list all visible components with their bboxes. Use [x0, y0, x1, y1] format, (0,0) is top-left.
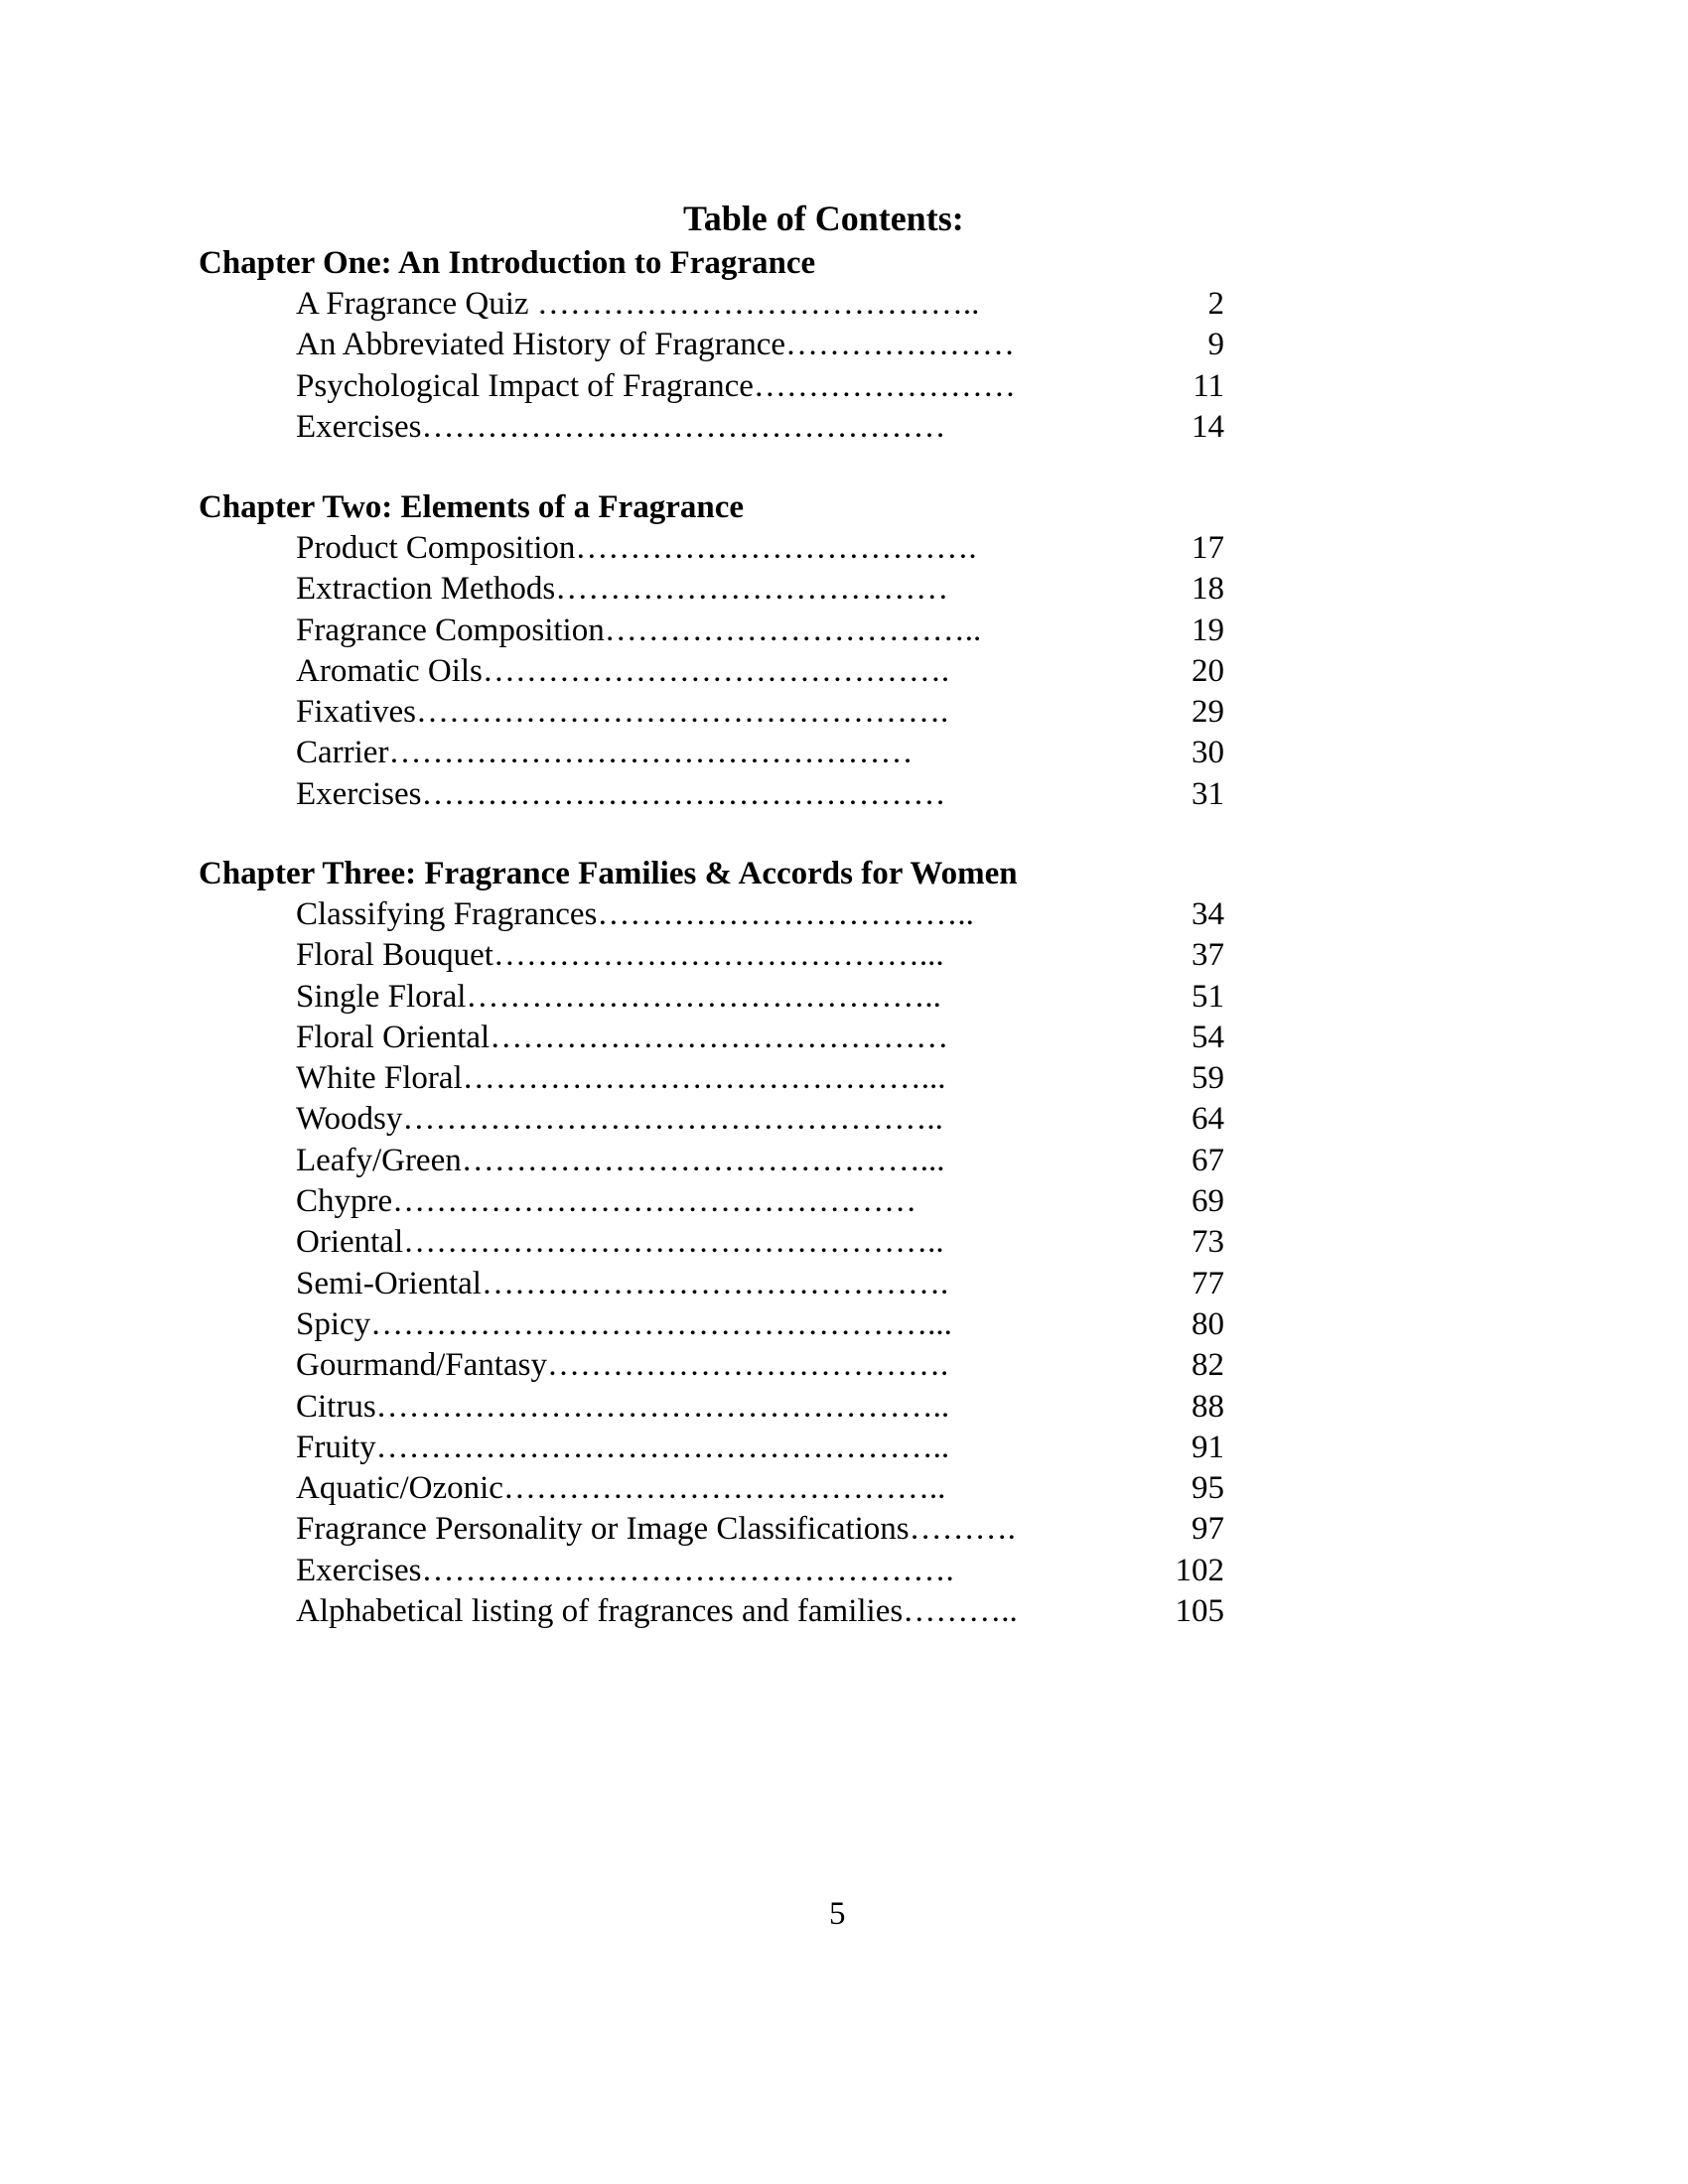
- toc-entry-text: Alphabetical listing of fragrances and families………..: [296, 1593, 1018, 1630]
- toc-entry-text: Spicy……………………………………………...: [296, 1305, 952, 1342]
- toc-entry-text: An Abbreviated History of Fragrance…………………: [296, 327, 1016, 363]
- toc-row: [199, 1468, 1291, 1509]
- toc-row: [199, 774, 1291, 815]
- toc-page-number: 18: [1192, 571, 1224, 608]
- toc-row: [199, 1264, 1291, 1304]
- toc-row: [199, 325, 1291, 365]
- toc-row: [199, 366, 1291, 407]
- chapter-heading: Chapter Two: Elements of a Fragrance: [199, 489, 744, 525]
- toc-row: [199, 1345, 1291, 1386]
- toc-page-number: 59: [1192, 1060, 1224, 1097]
- toc-row: [199, 1141, 1291, 1181]
- chapter-heading: Chapter Three: Fragrance Families & Accords for Women: [199, 856, 1018, 891]
- toc-page-number: 34: [1192, 896, 1224, 932]
- toc-row: [199, 1099, 1291, 1140]
- toc-entry-text: Carrier…………………………………………: [296, 735, 914, 771]
- toc-entry-text: White Floral……………………………………...: [296, 1060, 946, 1097]
- toc-page-number: 20: [1192, 652, 1224, 689]
- toc-page-number: 91: [1192, 1429, 1224, 1465]
- toc-page-number: 17: [1192, 530, 1224, 566]
- toc-page-number: 9: [1207, 327, 1224, 363]
- chapter-heading: Chapter One: An Introduction to Fragrance: [199, 245, 816, 281]
- toc-page-number: 97: [1192, 1511, 1224, 1548]
- toc-page-number: 69: [1192, 1183, 1224, 1220]
- toc-page-number: 19: [1192, 612, 1224, 648]
- toc-page-number: 95: [1192, 1470, 1224, 1507]
- toc-row: [199, 1591, 1291, 1632]
- toc-entry-text: Fragrance Composition……………………………..: [296, 612, 982, 648]
- toc-page-number: 105: [1175, 1593, 1224, 1630]
- toc-row: [199, 528, 1291, 569]
- toc-row: [199, 569, 1291, 610]
- toc-entry-text: Psychological Impact of Fragrance……………………: [296, 367, 1016, 404]
- footer-page-number-text: 5: [829, 1896, 846, 1932]
- toc-page-number: 102: [1175, 1552, 1224, 1588]
- toc-page-number: 82: [1192, 1347, 1224, 1384]
- toc-page-number: 51: [1192, 978, 1224, 1015]
- toc-entry-text: Exercises………………………………………….: [296, 1552, 954, 1588]
- toc-row: [199, 935, 1291, 976]
- chapter-section-two: [199, 486, 1291, 815]
- toc-entry-text: Fragrance Personality or Image Classifications……….: [296, 1511, 1016, 1548]
- toc-row: [199, 1551, 1291, 1591]
- toc-entry-text: Fixatives………………………………………….: [296, 694, 949, 731]
- toc-row: [199, 611, 1291, 651]
- toc-row: [199, 894, 1291, 935]
- toc-row: [199, 1509, 1291, 1550]
- toc-page-number: 77: [1192, 1265, 1224, 1301]
- toc-entry-text: Fruity……………………………………………..: [296, 1429, 950, 1465]
- toc-page-number: 80: [1192, 1305, 1224, 1342]
- toc-row: [199, 692, 1291, 733]
- toc-row: [199, 651, 1291, 692]
- toc-row: [199, 1018, 1291, 1058]
- toc-page-number: 29: [1192, 694, 1224, 731]
- toc-row: [199, 1181, 1291, 1222]
- toc-entry-text: A Fragrance Quiz …………………………………..: [296, 286, 980, 322]
- toc-entry-text: Extraction Methods………………………………: [296, 571, 949, 608]
- page-title-text: Table of Contents:: [683, 199, 964, 238]
- toc-entry-text: Gourmand/Fantasy……………………………….: [296, 1347, 949, 1384]
- toc-page-number: 54: [1192, 1019, 1224, 1055]
- toc-row: [199, 977, 1291, 1018]
- toc-row: [199, 1304, 1291, 1345]
- toc-entry-text: Single Floral……………………………………..: [296, 978, 941, 1015]
- toc-page-number: 88: [1192, 1388, 1224, 1425]
- toc-entry-text: Exercises…………………………………………: [296, 408, 946, 445]
- toc-page-number: 2: [1207, 286, 1224, 322]
- toc-page-number: 31: [1192, 775, 1224, 812]
- toc-page-number: 73: [1192, 1224, 1224, 1261]
- toc-entry-text: Semi-Oriental…………………………………….: [296, 1265, 949, 1301]
- toc-page-number: 30: [1192, 735, 1224, 771]
- toc-entry-text: Product Composition……………………………….: [296, 530, 977, 566]
- toc-entry-text: Floral Bouquet…………………………………...: [296, 937, 944, 974]
- toc-page-number: 11: [1193, 367, 1224, 404]
- toc-entry-text: Aquatic/Ozonic…………………………………..: [296, 1470, 946, 1507]
- toc-row: [199, 407, 1291, 448]
- toc-page-number: 14: [1192, 408, 1224, 445]
- toc-page-number: 67: [1192, 1142, 1224, 1178]
- toc-entry-text: Chypre…………………………………………: [296, 1183, 917, 1220]
- chapter-section-one: [199, 242, 1291, 448]
- toc-entry-text: Citrus……………………………………………..: [296, 1388, 950, 1425]
- toc-row: [199, 1222, 1291, 1263]
- toc-entry-text: Aromatic Oils…………………………………….: [296, 652, 950, 689]
- toc-page-number: 37: [1192, 937, 1224, 974]
- toc-entry-text: Floral Oriental……………………………………: [296, 1019, 949, 1055]
- toc-entry-text: Classifying Fragrances……………………………..: [296, 896, 974, 932]
- chapter-section-three: [199, 853, 1291, 1632]
- toc-row: [199, 1058, 1291, 1099]
- toc-entry-text: Woodsy…………………………………………..: [296, 1101, 943, 1138]
- toc-row: [199, 1387, 1291, 1428]
- toc-page-number: 64: [1192, 1101, 1224, 1138]
- toc-entry-text: Exercises…………………………………………: [296, 775, 946, 812]
- toc-row: [199, 733, 1291, 773]
- toc-entry-text: Oriental…………………………………………..: [296, 1224, 944, 1261]
- toc-row: [199, 1428, 1291, 1468]
- toc-entry-text: Leafy/Green……………………………………...: [296, 1142, 945, 1178]
- toc-row: [199, 284, 1291, 325]
